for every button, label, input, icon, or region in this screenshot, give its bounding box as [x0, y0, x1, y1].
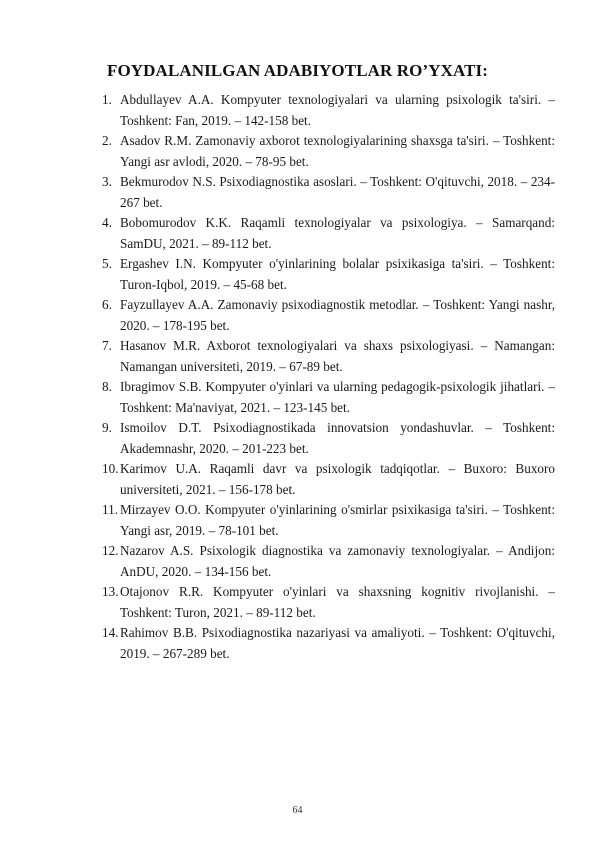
- reference-number: 10.: [102, 461, 119, 476]
- reference-number: 3.: [102, 174, 112, 189]
- reference-number: 9.: [102, 420, 112, 435]
- reference-item: [102, 336, 555, 377]
- reference-text: Asadov R.M. Zamonaviy axborot texnologiyalarining shaxsga ta'siri. – Toshkent: Yangi asr avlodi, 2020. – 78-95 bet.: [120, 133, 555, 169]
- reference-list: [102, 90, 555, 664]
- reference-number: 14.: [102, 625, 119, 640]
- reference-text: Bekmurodov N.S. Psixodiagnostika asoslari. – Toshkent: O'qituvchi, 2018. – 234-267 bet.: [120, 174, 555, 210]
- reference-number: 2.: [102, 133, 112, 148]
- reference-item: [102, 541, 555, 582]
- reference-number: 12.: [102, 543, 119, 558]
- reference-text: Nazarov A.S. Psixologik diagnostika va zamonaviy texnologiyalar. – Andijon: AnDU, 2020. – 134-156 bet.: [120, 543, 555, 579]
- reference-item: [102, 213, 555, 254]
- reference-text: Fayzullayev A.A. Zamonaviy psixodiagnostik metodlar. – Toshkent: Yangi nashr, 2020. – 178-195 bet.: [120, 297, 555, 333]
- reference-item: [102, 295, 555, 336]
- reference-item: [102, 377, 555, 418]
- reference-text: Ergashev I.N. Kompyuter o'yinlarining bolalar psixikasiga ta'siri. – Toshkent: Turon-Iqbol, 2019. – 45-68 bet.: [120, 256, 555, 292]
- reference-item: [102, 418, 555, 459]
- reference-number: 5.: [102, 256, 112, 271]
- reference-item: [102, 459, 555, 500]
- reference-number: 1.: [102, 92, 112, 107]
- reference-item: [102, 131, 555, 172]
- reference-text: Abdullayev A.A. Kompyuter texnologiyalari va ularning psixologik ta'siri. – Toshkent: Fan, 2019. – 142-158 bet.: [120, 92, 555, 128]
- reference-number: 4.: [102, 215, 112, 230]
- reference-item: [102, 500, 555, 541]
- reference-item: [102, 90, 555, 131]
- reference-number: 7.: [102, 338, 112, 353]
- reference-number: 8.: [102, 379, 112, 394]
- reference-text: Mirzayev O.O. Kompyuter o'yinlarining o'smirlar psixikasiga ta'siri. – Toshkent: Yangi asr, 2019. – 78-101 bet.: [120, 502, 555, 538]
- reference-text: Rahimov B.B. Psixodiagnostika nazariyasi va amaliyoti. – Toshkent: O'qituvchi, 2019. – 267-289 bet.: [120, 625, 555, 661]
- reference-item: [102, 172, 555, 213]
- reference-text: Karimov U.A. Raqamli davr va psixologik tadqiqotlar. – Buxoro: Buxoro universiteti, 2021. – 156-178 bet.: [120, 461, 555, 497]
- reference-number: 13.: [102, 584, 119, 599]
- reference-text: Otajonov R.R. Kompyuter o'yinlari va shaxsning kognitiv rivojlanishi. – Toshkent: Turon, 2021. – 89-112 bet.: [120, 584, 555, 620]
- reference-text: Ismoilov D.T. Psixodiagnostikada innovatsion yondashuvlar. – Toshkent: Akademnashr, 2020. – 201-223 bet.: [120, 420, 555, 456]
- reference-item: [102, 623, 555, 664]
- reference-number: 6.: [102, 297, 112, 312]
- reference-number: 11.: [102, 502, 118, 517]
- reference-text: Ibragimov S.B. Kompyuter o'yinlari va ularning pedagogik-psixologik jihatlari. – Toshkent: Ma'naviyat, 2021. – 123-145 bet.: [120, 379, 555, 415]
- reference-text: Bobomurodov K.K. Raqamli texnologiyalar va psixologiya. – Samarqand: SamDU, 2021. – 89-112 bet.: [120, 215, 555, 251]
- page-title: FOYDALANILGAN ADABIYOTLAR RO’YXATI:: [107, 61, 488, 80]
- page-number: 64: [292, 805, 303, 816]
- reference-text: Hasanov M.R. Axborot texnologiyalari va shaxs psixologiyasi. – Namangan: Namangan universiteti, 2019. – 67-89 bet.: [120, 338, 555, 374]
- reference-item: [102, 582, 555, 623]
- reference-item: [102, 254, 555, 295]
